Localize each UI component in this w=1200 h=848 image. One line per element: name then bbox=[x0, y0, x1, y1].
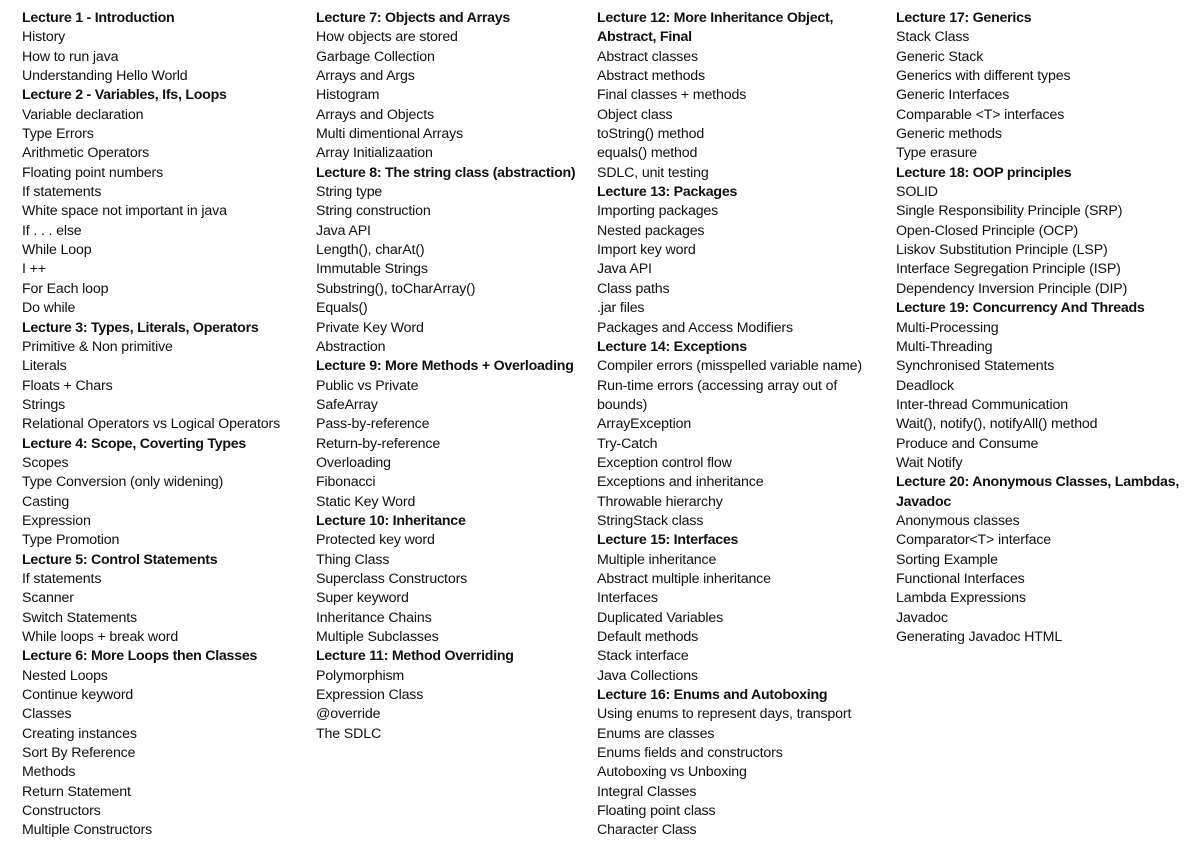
topic-item: Produce and Consume bbox=[896, 435, 1039, 452]
topic-item: Expression bbox=[22, 512, 91, 529]
topic-item: Functional Interfaces bbox=[896, 570, 1025, 587]
topic-item: Nested packages bbox=[597, 222, 705, 239]
topic-item: Run-time errors (accessing array out of bbox=[597, 377, 838, 394]
topic-item: Java API bbox=[597, 261, 652, 278]
topic-item: Stack interface bbox=[597, 648, 689, 665]
topic-item: SafeArray bbox=[316, 396, 378, 413]
topic-item: Methods bbox=[22, 764, 76, 781]
lecture-heading: Lecture 1 - Introduction bbox=[22, 10, 175, 26]
lecture-heading: Lecture 16: Enums and Autoboxing bbox=[597, 687, 828, 704]
column-4 bbox=[896, 9, 1200, 647]
topic-item: Deadlock bbox=[896, 377, 954, 394]
topic-item: Multiple Subclasses bbox=[316, 629, 439, 645]
topic-item: ArrayException bbox=[597, 416, 692, 433]
topic-item: Object class bbox=[597, 106, 673, 123]
topic-item: Open-Closed Principle (OCP) bbox=[896, 222, 1079, 239]
topic-item: Generic methods bbox=[896, 126, 1002, 143]
topic-item: @override bbox=[316, 706, 381, 723]
topic-item: Arithmetic Operators bbox=[22, 145, 150, 162]
topic-item: The SDLC bbox=[316, 725, 382, 742]
topic-item: Private Key Word bbox=[316, 319, 424, 336]
topic-item: Literals bbox=[22, 358, 67, 375]
topic-item: Exception control flow bbox=[597, 454, 732, 471]
topic-item: Switch Statements bbox=[22, 609, 137, 626]
topic-item: Throwable hierarchy bbox=[597, 493, 723, 510]
topic-item: Sort By Reference bbox=[22, 745, 136, 762]
topic-item: Javadoc bbox=[896, 609, 948, 626]
topic-item: Type Conversion (only widening) bbox=[22, 474, 224, 491]
topic-item: Arrays and Args bbox=[316, 68, 415, 85]
topic-item: Inter-thread Communication bbox=[896, 396, 1068, 413]
topic-item: Protected key word bbox=[316, 532, 435, 549]
topic-item: Polymorphism bbox=[316, 667, 405, 684]
topic-item: Pass-by-reference bbox=[316, 416, 430, 433]
topic-item: Abstraction bbox=[316, 338, 386, 355]
topic-item: Generic Stack bbox=[896, 48, 984, 65]
topic-item: Super keyword bbox=[316, 590, 409, 607]
topic-item: Integral Classes bbox=[597, 783, 697, 800]
topic-item: Anonymous classes bbox=[896, 512, 1020, 529]
topic-item: Generic Interfaces bbox=[896, 87, 1010, 104]
topic-item: Generating Javadoc HTML bbox=[896, 629, 1063, 645]
topic-item: Final classes + methods bbox=[597, 87, 747, 104]
topic-item: Nested Loops bbox=[22, 667, 108, 684]
topic-item: Type Errors bbox=[22, 126, 94, 143]
topic-item: Comparator<T> interface bbox=[896, 532, 1052, 549]
topic-item: Return Statement bbox=[22, 783, 131, 800]
topic-item: Immutable Strings bbox=[316, 261, 428, 278]
topic-item: .jar files bbox=[597, 300, 645, 317]
topic-item: Histogram bbox=[316, 87, 380, 104]
topic-item: If statements bbox=[22, 184, 102, 201]
topic-item: Single Responsibility Principle (SRP) bbox=[896, 203, 1123, 220]
topic-item: Multi-Threading bbox=[896, 338, 993, 355]
topic-item: Sorting Example bbox=[896, 551, 998, 568]
topic-item: StringStack class bbox=[597, 512, 704, 529]
lecture-heading: Lecture 8: The string class (abstraction) bbox=[316, 164, 576, 181]
topic-item: Liskov Substitution Principle (LSP) bbox=[896, 242, 1108, 259]
topic-item: Abstract multiple inheritance bbox=[597, 570, 771, 587]
topic-item: Synchronised Statements bbox=[896, 358, 1055, 375]
topic-item: Abstract classes bbox=[597, 48, 698, 65]
topic-item: Java Collections bbox=[597, 667, 698, 684]
topic-item: Array Initializaation bbox=[316, 145, 433, 162]
topic-item: Equals() bbox=[316, 300, 368, 317]
topic-item: Casting bbox=[22, 493, 70, 510]
column-1 bbox=[22, 9, 314, 841]
topic-item: Multi-Processing bbox=[896, 319, 999, 336]
topic-item: Arrays and Objects bbox=[316, 106, 434, 123]
topic-item: Try-Catch bbox=[597, 435, 658, 452]
lecture-heading: Lecture 14: Exceptions bbox=[597, 338, 747, 355]
lecture-heading: Lecture 13: Packages bbox=[597, 184, 738, 201]
topic-item: Overloading bbox=[316, 454, 391, 471]
topic-item: Interface Segregation Principle (ISP) bbox=[896, 261, 1121, 278]
topic-item: SOLID bbox=[896, 184, 938, 201]
column-3 bbox=[597, 9, 895, 841]
lecture-heading: Lecture 12: More Inheritance Object, bbox=[597, 10, 834, 26]
topic-item: Continue keyword bbox=[22, 687, 134, 704]
topic-item: Superclass Constructors bbox=[316, 570, 468, 587]
lecture-heading: Lecture 11: Method Overriding bbox=[316, 648, 514, 665]
topic-item: Static Key Word bbox=[316, 493, 416, 510]
topic-item: Type Promotion bbox=[22, 532, 120, 549]
topic-item: Floating point numbers bbox=[22, 164, 164, 181]
lecture-heading: Lecture 5: Control Statements bbox=[22, 551, 218, 568]
topic-item: Wait(), notify(), notifyAll() method bbox=[896, 416, 1098, 433]
topic-item: Compiler errors (misspelled variable name) bbox=[597, 358, 862, 375]
topic-item: Creating instances bbox=[22, 725, 137, 742]
topic-item: Classes bbox=[22, 706, 72, 723]
topic-item: Stack Class bbox=[896, 29, 970, 46]
topic-item: Public vs Private bbox=[316, 377, 419, 394]
lecture-heading: Lecture 20: Anonymous Classes, Lambdas, bbox=[896, 474, 1180, 491]
lecture-heading: Lecture 9: More Methods + Overloading bbox=[316, 358, 574, 375]
topic-item: Type erasure bbox=[896, 145, 978, 162]
topic-item: Java API bbox=[316, 222, 371, 239]
topic-item: Generics with different types bbox=[896, 68, 1071, 85]
topic-item: Floats + Chars bbox=[22, 377, 113, 394]
topic-item: Variable declaration bbox=[22, 106, 144, 123]
topic-item: I ++ bbox=[22, 261, 46, 278]
topic-item: Multi dimentional Arrays bbox=[316, 126, 464, 143]
topic-item: Wait Notify bbox=[896, 454, 963, 471]
topic-item: Thing Class bbox=[316, 551, 390, 568]
lecture-heading: Lecture 10: Inheritance bbox=[316, 512, 466, 529]
topic-item: Garbage Collection bbox=[316, 48, 435, 65]
lecture-heading: Lecture 6: More Loops then Classes bbox=[22, 648, 258, 665]
topic-item: Default methods bbox=[597, 629, 699, 645]
topic-item: For Each loop bbox=[22, 280, 109, 297]
topic-item: Fibonacci bbox=[316, 474, 376, 491]
topic-item: If . . . else bbox=[22, 222, 82, 239]
topic-item: How to run java bbox=[22, 48, 119, 65]
topic-item: Inheritance Chains bbox=[316, 609, 432, 626]
lecture-heading: Abstract, Final bbox=[597, 29, 692, 46]
topic-item: Relational Operators vs Logical Operators bbox=[22, 416, 281, 433]
topic-item: Enums are classes bbox=[597, 725, 715, 742]
topic-item: Scopes bbox=[22, 454, 69, 471]
topic-item: Understanding Hello World bbox=[22, 68, 188, 85]
topic-item: Character Class bbox=[597, 822, 697, 839]
topic-item: Multiple Constructors bbox=[22, 822, 153, 839]
topic-item: While loops + break word bbox=[22, 629, 179, 645]
topic-item: White space not important in java bbox=[22, 203, 227, 220]
topic-item: Interfaces bbox=[597, 590, 658, 607]
lecture-heading: Javadoc bbox=[896, 493, 952, 510]
topic-item: Import key word bbox=[597, 242, 696, 259]
topic-item: Using enums to represent days, transport bbox=[597, 706, 852, 723]
topic-item: bounds) bbox=[597, 396, 648, 413]
topic-item: Scanner bbox=[22, 590, 74, 607]
topic-item: Abstract methods bbox=[597, 68, 705, 85]
topic-item: Constructors bbox=[22, 803, 101, 820]
topic-item: While Loop bbox=[22, 242, 92, 259]
topic-item: History bbox=[22, 29, 66, 46]
topic-item: Strings bbox=[22, 396, 66, 413]
topic-item: Floating point class bbox=[597, 803, 716, 820]
topic-item: Multiple inheritance bbox=[597, 551, 717, 568]
topic-item: Lambda Expressions bbox=[896, 590, 1026, 607]
topic-item: Do while bbox=[22, 300, 76, 317]
lecture-heading: Lecture 17: Generics bbox=[896, 10, 1032, 26]
column-2 bbox=[316, 9, 596, 744]
topic-item: Dependency Inversion Principle (DIP) bbox=[896, 280, 1128, 297]
topic-item: Exceptions and inheritance bbox=[597, 474, 764, 491]
topic-item: String construction bbox=[316, 203, 431, 220]
topic-item: Substring(), toCharArray() bbox=[316, 280, 476, 297]
topic-item: Primitive & Non primitive bbox=[22, 338, 173, 355]
topic-item: Class paths bbox=[597, 280, 670, 297]
topic-item: toString() method bbox=[597, 126, 705, 143]
lecture-heading: Lecture 15: Interfaces bbox=[597, 532, 739, 549]
topic-item: Return-by-reference bbox=[316, 435, 441, 452]
topic-item: Length(), charAt() bbox=[316, 242, 425, 259]
topic-item: SDLC, unit testing bbox=[597, 164, 709, 181]
topic-item: Autoboxing vs Unboxing bbox=[597, 764, 747, 781]
topic-item: How objects are stored bbox=[316, 29, 458, 46]
topic-item: Duplicated Variables bbox=[597, 609, 724, 626]
topic-item: Comparable <T> interfaces bbox=[896, 106, 1065, 123]
topic-item: Packages and Access Modifiers bbox=[597, 319, 793, 336]
lecture-heading: Lecture 18: OOP principles bbox=[896, 164, 1072, 181]
topic-item: If statements bbox=[22, 570, 102, 587]
topic-item: String type bbox=[316, 184, 383, 201]
lecture-heading: Lecture 7: Objects and Arrays bbox=[316, 10, 511, 26]
topic-item: Expression Class bbox=[316, 687, 424, 704]
lecture-heading: Lecture 2 - Variables, Ifs, Loops bbox=[22, 87, 227, 104]
topic-item: Importing packages bbox=[597, 203, 719, 220]
lecture-heading: Lecture 3: Types, Literals, Operators bbox=[22, 319, 259, 336]
lecture-heading: Lecture 19: Concurrency And Threads bbox=[896, 300, 1145, 317]
lecture-heading: Lecture 4: Scope, Coverting Types bbox=[22, 435, 247, 452]
topic-item: Enums fields and constructors bbox=[597, 745, 783, 762]
topic-item: equals() method bbox=[597, 145, 698, 162]
